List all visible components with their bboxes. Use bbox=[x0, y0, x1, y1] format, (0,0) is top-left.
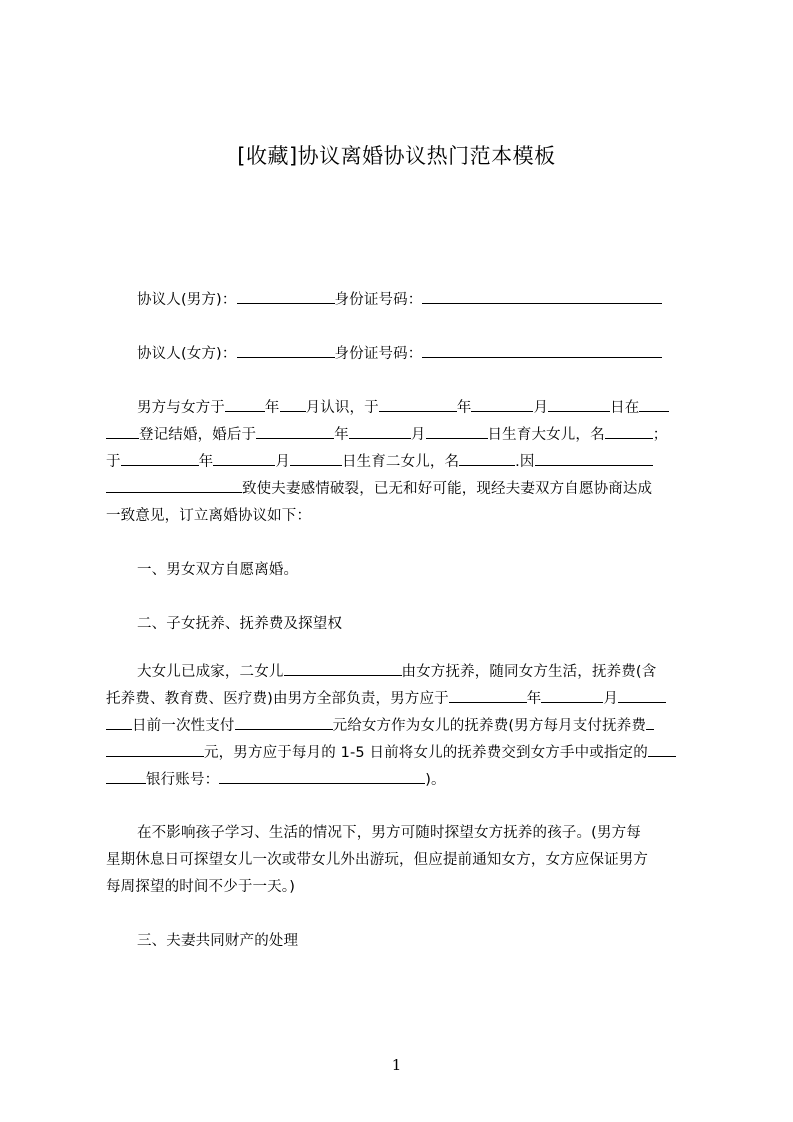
blank-field bbox=[256, 425, 334, 439]
blank-field bbox=[548, 398, 610, 412]
text: 银行账号： bbox=[146, 772, 220, 788]
section-3-heading: 三、夫妻共同财产的处理 bbox=[137, 933, 299, 949]
text: 年 bbox=[456, 400, 472, 416]
section-1-heading: 一、男女双方自愿离婚。 bbox=[137, 562, 299, 578]
blank-field bbox=[235, 716, 333, 730]
blank-field bbox=[237, 344, 335, 358]
text: 男方与女方于 bbox=[137, 400, 225, 416]
text: 日生育二女儿，名 bbox=[341, 454, 460, 470]
party-female-label: 协议人(女方)： bbox=[137, 346, 237, 362]
text: 大女儿已成家，二女儿 bbox=[137, 664, 284, 680]
section-2-p2-line-1: 在不影响孩子学习、生活的情况下，男方可随时探望女方抚养的孩子。(男方每 bbox=[137, 825, 641, 841]
blank-field bbox=[106, 770, 146, 784]
text: 日前一次性支付 bbox=[132, 718, 235, 734]
blank-field bbox=[219, 770, 425, 784]
section-2-p2-line-2: 星期休息日可探望女儿一次或带女儿外出游玩，但应提前通知女方，女方应保证男方 bbox=[106, 852, 649, 868]
text: 年 bbox=[264, 400, 280, 416]
blank-field bbox=[106, 716, 132, 730]
blank-field bbox=[106, 743, 204, 757]
blank-field bbox=[121, 452, 199, 466]
blank-field bbox=[422, 290, 662, 304]
blank-field bbox=[422, 344, 662, 358]
blank-field bbox=[648, 743, 676, 757]
blank-field bbox=[280, 398, 306, 412]
intro-line-2 bbox=[106, 425, 706, 445]
text: 日在 bbox=[610, 400, 640, 416]
intro-line-5: 一致意见，订立离婚协议如下： bbox=[106, 508, 312, 524]
text: .因 bbox=[515, 454, 535, 470]
text: 由女方抚养，随同女方生活，抚养费(含 bbox=[401, 664, 657, 680]
blank-field bbox=[213, 452, 275, 466]
blank-field bbox=[290, 452, 342, 466]
text: 年 bbox=[198, 454, 214, 470]
text: 月 bbox=[275, 454, 290, 470]
blank-field bbox=[471, 398, 533, 412]
blank-field bbox=[646, 716, 654, 730]
text: 登记结婚，婚后于 bbox=[139, 427, 257, 443]
section-2-p1-line-2 bbox=[106, 689, 706, 709]
blank-field bbox=[449, 689, 527, 703]
text: 月 bbox=[533, 400, 549, 416]
blank-field bbox=[459, 452, 515, 466]
intro-line-3 bbox=[106, 452, 706, 472]
text: 月认识，于 bbox=[305, 400, 379, 416]
intro-line-4 bbox=[106, 479, 706, 499]
intro-line-1 bbox=[137, 398, 737, 418]
text: 日生育大女儿，名 bbox=[487, 427, 605, 443]
text: ； bbox=[652, 427, 668, 443]
blank-field bbox=[349, 425, 411, 439]
id-label: 身份证号码： bbox=[334, 292, 423, 308]
text: 元给女方作为女儿的抚养费(男方每月支付抚养费 bbox=[332, 718, 647, 734]
blank-field bbox=[535, 452, 653, 466]
section-2-p2-line-3: 每周探望的时间不少于一天。) bbox=[106, 879, 296, 895]
blank-field bbox=[426, 425, 488, 439]
id-label: 身份证号码： bbox=[334, 346, 423, 362]
blank-field bbox=[284, 662, 402, 676]
blank-field bbox=[605, 425, 653, 439]
text: 年 bbox=[526, 691, 542, 707]
text: 致使夫妻感情破裂，已无和好可能，现经夫妻双方自愿协商达成 bbox=[242, 481, 653, 497]
text: 月 bbox=[603, 691, 619, 707]
section-2-p1-line-5 bbox=[106, 770, 706, 790]
text: 月 bbox=[410, 427, 426, 443]
blank-field bbox=[639, 398, 669, 412]
blank-field bbox=[541, 689, 603, 703]
page-number: 1 bbox=[391, 1056, 402, 1074]
section-2-p1-line-3 bbox=[106, 716, 706, 736]
section-2-p1-line-1 bbox=[137, 662, 737, 682]
party-female-line bbox=[137, 344, 737, 364]
section-2-p1-line-4 bbox=[106, 743, 706, 763]
text: 于 bbox=[106, 454, 121, 470]
text: )。 bbox=[425, 772, 446, 788]
document-title: [收藏]协议离婚协议热门范本模板 bbox=[237, 144, 556, 168]
text: 托养费、教育费、医疗费)由男方全部负责，男方应于 bbox=[106, 691, 449, 707]
blank-field bbox=[225, 398, 265, 412]
text: 元，男方应于每月的 1-5 日前将女儿的抚养费交到女方手中或指定的 bbox=[204, 745, 648, 761]
blank-field bbox=[379, 398, 457, 412]
blank-field bbox=[618, 689, 666, 703]
text: 年 bbox=[334, 427, 349, 443]
blank-field bbox=[106, 479, 242, 493]
blank-field bbox=[106, 425, 139, 439]
party-male-label: 协议人(男方)： bbox=[137, 292, 237, 308]
blank-field bbox=[237, 290, 335, 304]
party-male-line bbox=[137, 290, 737, 310]
section-2-heading: 二、子女抚养、抚养费及探望权 bbox=[137, 616, 343, 632]
